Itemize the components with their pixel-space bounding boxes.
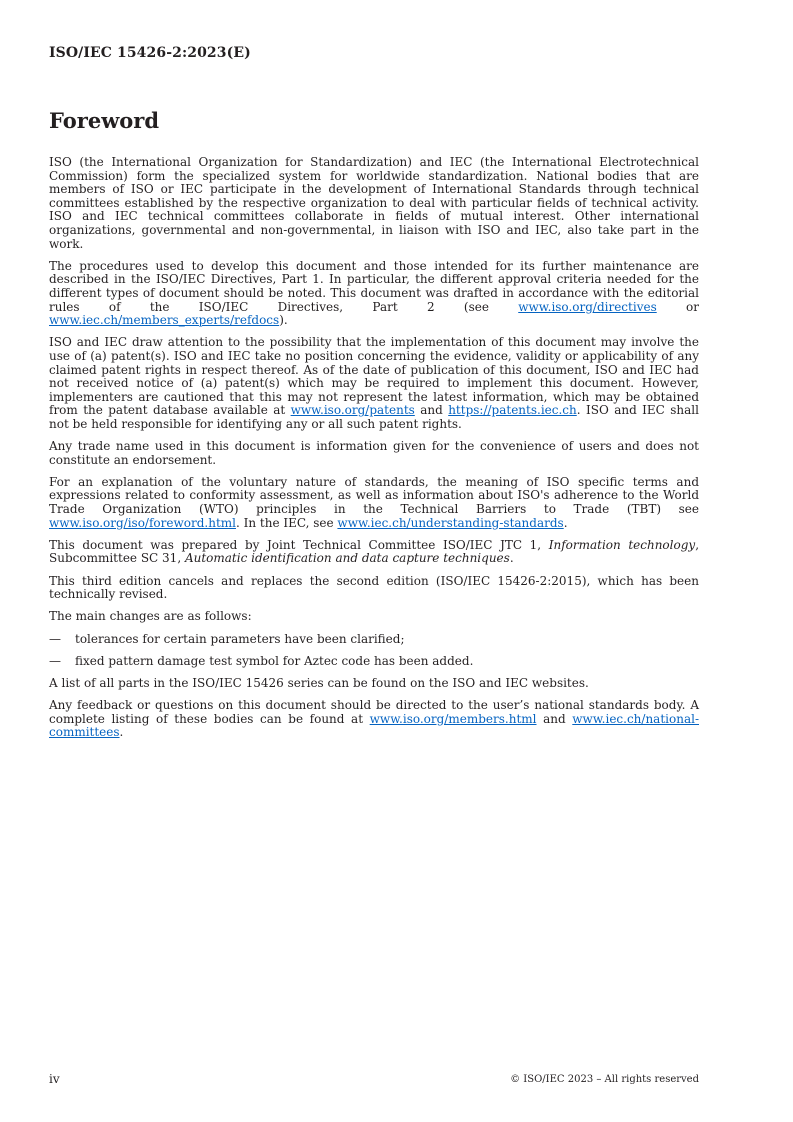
paragraph-trade-name: Any trade name used in this document is information given for the convenience of users and does not constitute an endorsement. [49,439,699,467]
paragraph-patents [49,336,699,431]
dash-bullet: — [49,653,61,668]
iso-members-link[interactable]: www.iso.org/members.html [369,711,537,726]
paragraph-feedback [49,699,699,740]
paragraph-text: ISO and IEC draw attention to the possibility that the implementation of this document may involve the use of (a) patent(s). ISO and IEC take no position concerning the evidence, validity or applicability of any claimed patent rights in respect thereof. As of the date of publication of this document, ISO and IEC had not received notice of (a) patent(s) which may be required to implement this document. However, implementers are cautioned that this may not represent the latest information, which may be obtained from the patent database available at [49,335,699,418]
paragraph-text: . [119,725,124,740]
document-identifier: ISO/IEC 15426-2:2023(E) [49,45,251,61]
list-item-text: tolerances for certain parameters have been clarified; [75,631,405,646]
paragraph-text: This document was prepared by Joint Technical Committee ISO/IEC JTC 1, [49,537,549,552]
copyright-notice: © ISO/IEC 2023 – All rights reserved [510,1074,699,1085]
paragraph-prepared-by [49,539,699,566]
page-number: iv [49,1072,60,1086]
paragraph-standardization: ISO (the International Organization for Standardization) and IEC (the International Electrotechnical Commission) form the specialized system for worldwide standardization. National bodies that are members of ISO or IEC participate in the development of International Standards through technical committees established by the respective organization to deal with particular fields of technical activity. ISO and IEC technical committees collaborate in fields of mutual interest. Other international organizations, governmental and non-governmental, in liaison with ISO and IEC, also take part in the work. [49,155,699,251]
paragraph-text: . In the IEC, see [235,515,338,530]
list-item-text: fixed pattern damage test symbol for Aztec code has been added. [75,653,474,668]
committee-name: Information technology [548,537,696,552]
dash-bullet: — [49,631,61,646]
iso-foreword-link[interactable]: www.iso.org/iso/foreword.html [49,515,236,530]
list-item [49,633,699,647]
directives-link[interactable]: www.iso.org/directives [518,299,657,314]
paragraph-text: . [509,551,514,566]
foreword-body [49,156,699,749]
paragraph-text: and [414,403,449,418]
paragraph-text: , Subcommittee SC 31, [49,537,700,566]
paragraph-text: The procedures used to develop this document and those intended for its further maintenance are described in the ISO/IEC Directives, Part 1. In particular, the different approval criteria needed for the different types of document should be noted. This document was drafted in accordance with the editorial rules of the ISO/IEC Directives, Part 2 (see [49,258,699,314]
paragraph-text: and [536,711,573,726]
paragraph-text: Any feedback or questions on this document should be directed to the user’s national standards body. A complete listing of these bodies can be found at [49,698,699,726]
subcommittee-name: Automatic identification and data capture techniques [184,551,510,566]
paragraph-text: ). [279,313,288,328]
paragraph-procedures [49,260,699,328]
paragraph-series: A list of all parts in the ISO/IEC 15426 series can be found on the ISO and IEC websites. [49,675,589,690]
list-item [49,655,699,669]
refdocs-link[interactable]: www.iec.ch/members_experts/refdocs [49,313,280,328]
paragraph-text: . [563,515,568,530]
iec-understanding-standards-link[interactable]: www.iec.ch/understanding-standards [337,515,564,530]
iso-patents-link[interactable]: www.iso.org/patents [290,403,415,418]
paragraph-voluntary-nature [49,476,699,530]
paragraph-main-changes: The main changes are as follows: [49,609,252,624]
paragraph-text: or [656,299,699,314]
iec-national-committees-link[interactable]: www.iec.ch/national-committees [49,711,699,740]
paragraph-edition: This third edition cancels and replaces the second edition (ISO/IEC 15426-2:2015), which has been technically revised. [49,573,699,602]
paragraph-text: . ISO and IEC shall not be held responsible for identifying any or all such patent rights. [49,403,699,431]
paragraph-text: For an explanation of the voluntary nature of standards, the meaning of ISO specific terms and expressions related to conformity assessment, as well as information about ISO's adherence to the World Trade Organization (WTO) principles in the Technical Barriers to Trade (TBT) see [49,474,699,517]
iec-patents-link[interactable]: https://patents.iec.ch [448,403,577,418]
page-title: Foreword [49,108,160,133]
